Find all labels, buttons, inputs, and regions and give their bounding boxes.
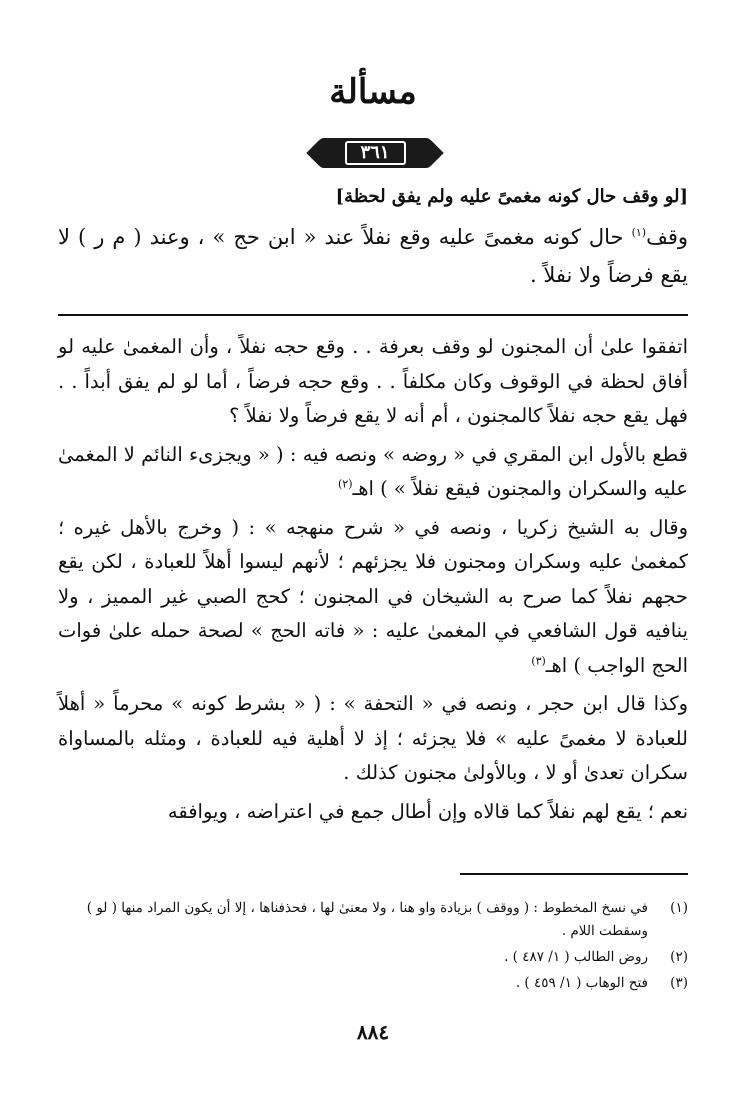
- footnote-number: (١): [670, 900, 688, 916]
- main-text: [58, 218, 688, 294]
- footnote-ref-1: (١): [631, 226, 647, 239]
- issue-number-badge: [318, 138, 432, 168]
- footnote-number: (٢): [670, 949, 688, 965]
- footnote-text: روض الطالب ( ١/ ٤٨٧ ) .: [504, 949, 648, 965]
- main-text-rest: حال كونه مغمىً عليه وقع نفلاً عند « ابن حج » ، وعند ( م ر ) لا يقع فرضاً ولا نفلاً .: [58, 225, 688, 287]
- commentary-paragraph: [58, 511, 688, 684]
- footnote: [58, 946, 688, 969]
- footnote-ref-2: (٢): [337, 477, 353, 491]
- section-divider: [58, 314, 688, 316]
- paragraph-text: قطع بالأول ابن المقري في « روضه » ونصه فيه : ( « ويجزىء النائم لا المغمىٰ عليه والسكران والمجنون فيقع نفلاً » ) اهـ: [58, 442, 688, 500]
- footnote-text: في نسخ المخطوط : ( ووقف ) بزيادة واو هنا ، ولا معنىٰ لها ، فحذفناها ، إلا أن يكون المراد منها ( لو ) وسقطت اللام .: [86, 900, 648, 939]
- commentary-paragraph: [58, 438, 688, 507]
- issue-number: ٣٦١: [345, 141, 406, 165]
- footnote-number: (٣): [670, 975, 688, 991]
- footnote-text: فتح الوهاب ( ١/ ٤٥٩ ) .: [515, 975, 648, 991]
- issue-heading: مسألة: [329, 72, 417, 112]
- paragraph-text: وقال به الشيخ زكريا ، ونصه في « شرح منهجه » : ( وخرج بالأهل غيره ؛ كمغمىٰ عليه وسكران ومجنون فلا يجزئهم ؛ لأنهم ليسوا أهلاً للعبادة ، لكن يقع حجهم نفلاً كما صرح به الشيخان في المجنون ؛ كحج الصبي غير المميز ، ولا ينافيه قول الشافعي في المغمىٰ عليه : « فاته الحج » لصحة حمله علىٰ فوات الحج الواجب ) اهـ: [58, 515, 688, 677]
- commentary-paragraph: [58, 795, 688, 830]
- main-text-start: وقف: [646, 225, 688, 249]
- book-page: [58, 0, 688, 1112]
- issue-subtitle: [لو وقف حال كونه مغمىً عليه ولم يفق لحظة]: [335, 186, 688, 207]
- commentary-paragraph: [58, 330, 688, 434]
- commentary: [58, 330, 688, 833]
- paragraph-text: اتفقوا علىٰ أن المجنون لو وقف بعرفة . . وقع حجه نفلاً ، وأن المغمىٰ عليه لو أفاق لحظة في الوقوف وكان مكلفاً . . وقع حجه فرضاً ، أما لو لم يفق أبداً . . فهل يقع حجه نفلاً كالمجنون ، أم أنه لا يقع فرضاً ولا نفلاً ؟: [58, 335, 688, 427]
- footnote: [58, 972, 688, 995]
- footnote-divider: [460, 873, 688, 875]
- page-number: ٨٨٤: [356, 1020, 390, 1044]
- footnote: [58, 897, 688, 943]
- footnotes: [58, 897, 688, 998]
- commentary-paragraph: [58, 687, 688, 791]
- paragraph-text: وكذا قال ابن حجر ، ونصه في « التحفة » : ( « بشرط كونه » محرماً « أهلاً للعبادة لا مغمىً عليه » فلا يجزئه ؛ إذ لا أهلية فيه للعبادة ، ومثله بالمساواة سكران تعدىٰ أو لا ، وبالأولىٰ مجنون كذلك .: [58, 692, 688, 784]
- paragraph-text: نعم ؛ يقع لهم نفلاً كما قالاه وإن أطال جمع في اعتراضه ، ويوافقه: [167, 799, 688, 823]
- footnote-ref-3: (٣): [531, 654, 546, 667]
